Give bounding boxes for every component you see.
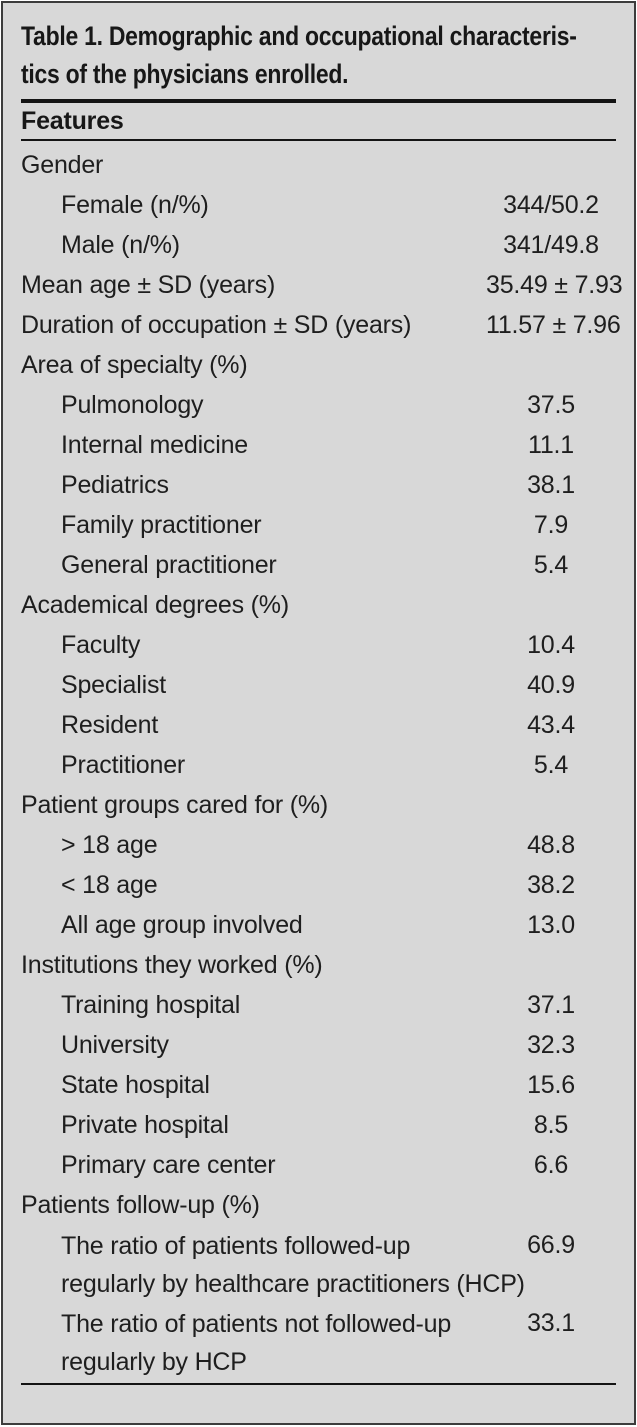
- row-value: 48.8: [527, 831, 575, 859]
- row-label: Internal medicine: [61, 431, 248, 459]
- table-row: [21, 425, 616, 465]
- row-label: Area of specialty (%): [21, 351, 248, 379]
- row-value: 38.2: [527, 871, 575, 899]
- row-label-line1: The ratio of patients not followed-up: [61, 1310, 452, 1338]
- row-label: Specialist: [61, 671, 166, 699]
- row-label: Institutions they worked (%): [21, 951, 323, 979]
- row-label: Resident: [61, 711, 159, 739]
- row-value: 40.9: [527, 671, 575, 699]
- row-value: 43.4: [527, 711, 575, 739]
- row-label: Pulmonology: [61, 391, 204, 419]
- row-label: Female (n/%): [61, 191, 209, 219]
- table-row: [21, 145, 616, 185]
- row-value: 341/49.8: [503, 231, 599, 259]
- row-label: Primary care center: [61, 1151, 276, 1179]
- row-label: Faculty: [61, 631, 141, 659]
- row-value: 7.9: [533, 511, 569, 539]
- row-label: State hospital: [61, 1071, 210, 1099]
- row-value: 33.1: [527, 1309, 575, 1337]
- row-label: Duration of occupation ± SD (years): [21, 311, 412, 339]
- row-value: 11.1: [527, 431, 574, 459]
- divider-bottom: [21, 1383, 616, 1385]
- row-value: 6.6: [533, 1151, 569, 1179]
- row-label: Training hospital: [61, 991, 241, 1019]
- table-row: [21, 265, 623, 305]
- row-label: Gender: [21, 151, 104, 179]
- table-row: [21, 185, 616, 225]
- row-label: Academical degrees (%): [21, 591, 289, 619]
- table-row: [21, 1185, 616, 1225]
- row-value: 10.4: [527, 631, 575, 659]
- row-label-line1: The ratio of patients followed-up: [61, 1232, 411, 1260]
- table-row: [21, 905, 616, 945]
- table-row: [21, 385, 616, 425]
- table-row: [21, 945, 616, 985]
- table-row: [21, 1303, 616, 1381]
- table-row: [21, 665, 616, 705]
- row-label: Male (n/%): [61, 231, 180, 259]
- table-row: [21, 1225, 616, 1303]
- row-label-line2: regularly by HCP: [61, 1348, 247, 1376]
- row-label: University: [61, 1031, 169, 1059]
- row-label: Pediatrics: [61, 471, 169, 499]
- row-value: 15.6: [527, 1071, 575, 1099]
- table-card: [1, 1, 636, 1425]
- table-row: [21, 825, 616, 865]
- row-value: 37.1: [527, 991, 575, 1019]
- row-value: 5.4: [533, 751, 569, 779]
- row-value: 37.5: [527, 391, 575, 419]
- table-row: [21, 545, 616, 585]
- row-value: 8.5: [533, 1111, 569, 1139]
- row-label: Private hospital: [61, 1111, 229, 1139]
- row-value: 35.49 ± 7.93: [486, 271, 623, 299]
- table-row: [21, 465, 616, 505]
- table-row: [21, 985, 616, 1025]
- table-row: [21, 305, 621, 345]
- table-title-line2: tics of the physicians enrolled.: [21, 59, 349, 89]
- row-value: 5.4: [533, 551, 569, 579]
- table-row: [21, 585, 616, 625]
- table-row: [21, 1105, 616, 1145]
- row-value: 13.0: [527, 911, 575, 939]
- table-row: [21, 745, 616, 785]
- row-label-line2: regularly by healthcare practitioners (HCP): [61, 1270, 525, 1298]
- table-title: [21, 3, 616, 93]
- column-header: Features: [21, 107, 124, 135]
- row-label: Family practitioner: [61, 511, 262, 539]
- table-row: [21, 1025, 616, 1065]
- table-row: [21, 625, 616, 665]
- row-label: < 18 age: [61, 871, 158, 899]
- row-label: > 18 age: [61, 831, 158, 859]
- table-row: [21, 865, 616, 905]
- row-value: 38.1: [527, 471, 575, 499]
- row-label: Mean age ± SD (years): [21, 271, 276, 299]
- row-value: 11.57 ± 7.96: [486, 311, 621, 339]
- table-row: [21, 705, 616, 745]
- table-title-line1: Table 1. Demographic and occupational characteris-: [21, 21, 577, 51]
- row-label: Patient groups cared for (%): [21, 791, 329, 819]
- table-row: [21, 345, 616, 385]
- row-value: 344/50.2: [503, 191, 599, 219]
- row-value: 66.9: [527, 1231, 575, 1259]
- table-body: [21, 141, 623, 1381]
- row-label: Patients follow-up (%): [21, 1191, 260, 1219]
- table-row: [21, 225, 616, 265]
- row-label: All age group involved: [61, 911, 303, 939]
- table-row: [21, 505, 616, 545]
- table-row: [21, 785, 616, 825]
- row-label: Practitioner: [61, 751, 186, 779]
- row-value: 32.3: [527, 1031, 575, 1059]
- table-row: [21, 1145, 616, 1185]
- row-label: General practitioner: [61, 551, 277, 579]
- table-row: [21, 1065, 616, 1105]
